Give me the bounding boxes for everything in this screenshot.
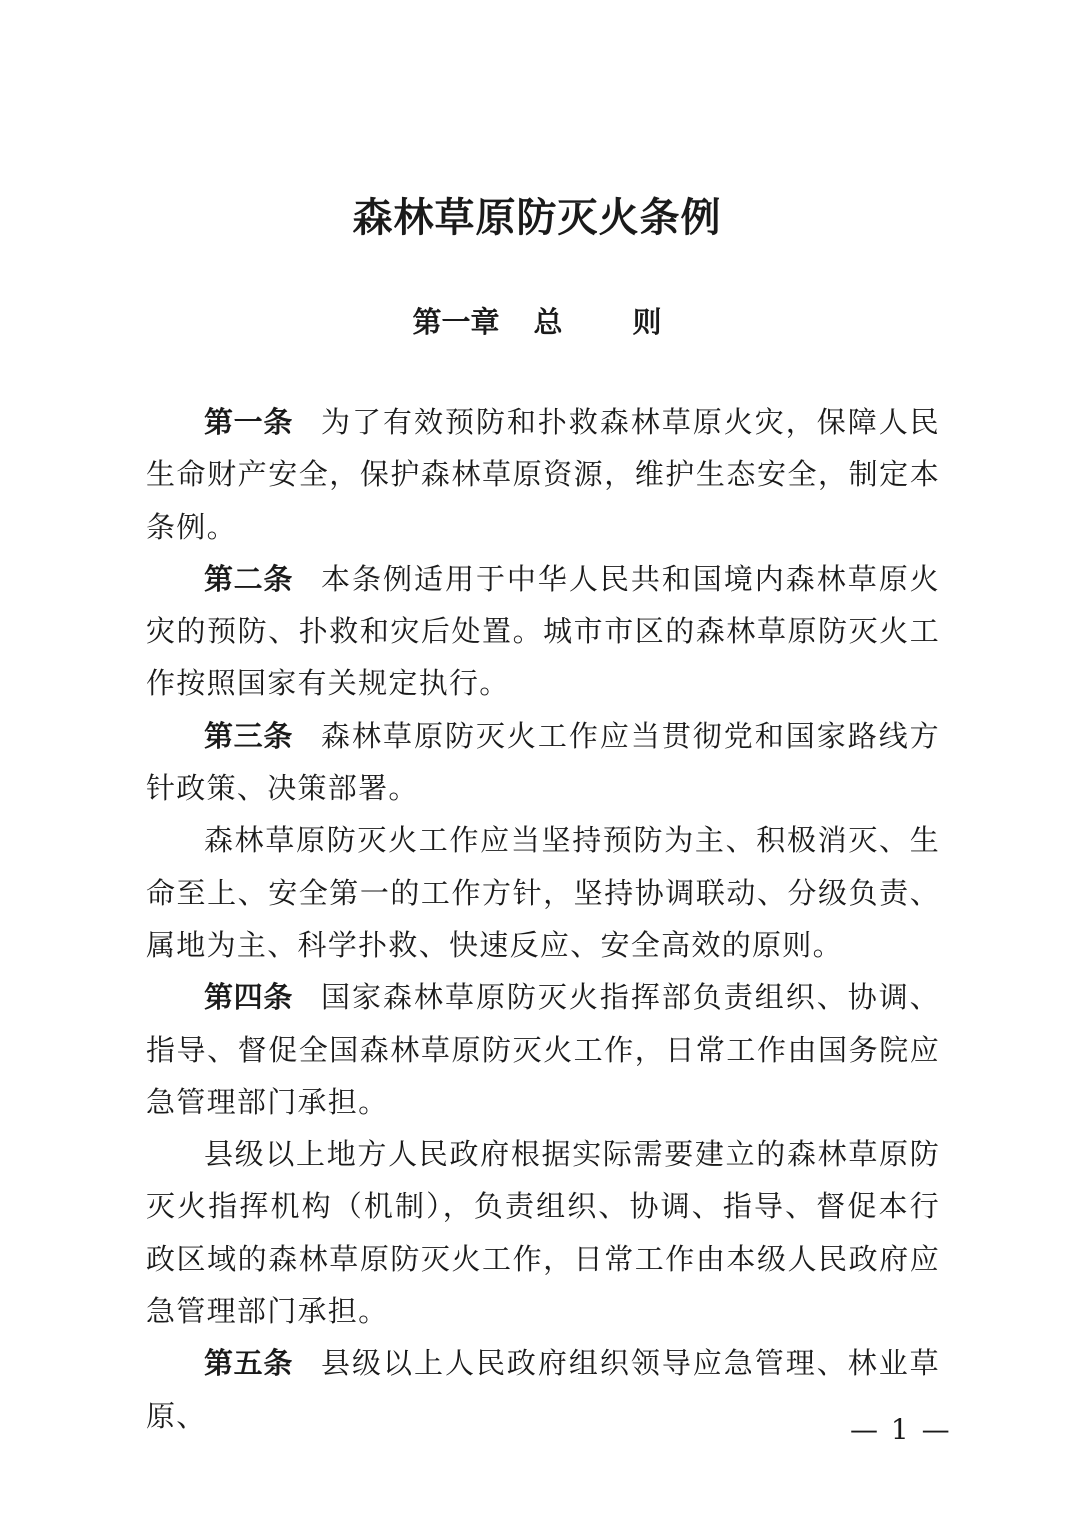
page-title: 森林草原防灭火条例: [352, 194, 722, 241]
article-label: 第一条: [204, 405, 294, 439]
article-text: 为了有效预防和扑救森林草原火灾，保障人民生命财产安全，保护森林草原资源，维护生态安全，制定本条例。: [146, 405, 940, 544]
article-label: 第五条: [204, 1346, 294, 1381]
article-paragraph: [146, 971, 940, 1128]
article-paragraph: [146, 814, 940, 971]
chapter-title-part1: 总: [533, 305, 563, 339]
article-label: 第二条: [204, 561, 294, 596]
article-paragraph: [146, 710, 940, 815]
chapter-heading: [0, 300, 1074, 344]
chapter-number: 第一章: [412, 305, 500, 339]
article-label: 第三条: [204, 718, 294, 753]
article-paragraph: [146, 1337, 940, 1442]
article-text: 县级以上人民政府组织领导应急管理、林业草原、: [146, 1346, 940, 1433]
article-text: 县级以上地方人民政府根据实际需要建立的森林草原防灭火指挥机构（机制），负责组织、协调、指导、督促本行政区域的森林草原防灭火工作，日常工作由本级人民政府应急管理部门承担。: [146, 1137, 940, 1329]
article-paragraph: [146, 396, 940, 553]
article-text: 森林草原防灭火工作应当贯彻党和国家路线方针政策、决策部署。: [146, 718, 940, 806]
article-paragraph: [146, 553, 940, 710]
article-text: 国家森林草原防灭火指挥部负责组织、协调、指导、督促全国森林草原防灭火工作，日常工作由国务院应急管理部门承担。: [146, 980, 940, 1119]
page-number: — 1 —: [850, 1413, 952, 1446]
article-paragraph: [146, 1128, 940, 1337]
article-label: 第四条: [204, 980, 294, 1015]
article-text: 森林草原防灭火工作应当坚持预防为主、积极消灭、生命至上、安全第一的工作方针，坚持协调联动、分级负责、属地为主、科学扑救、快速反应、安全高效的原则。: [146, 823, 940, 962]
article-text: 本条例适用于中华人民共和国境内森林草原火灾的预防、扑救和灾后处置。城市市区的森林草原防灭火工作按照国家有关规定执行。: [146, 561, 940, 701]
document-body: [146, 396, 940, 1442]
chapter-title-part2: 则: [632, 305, 662, 339]
